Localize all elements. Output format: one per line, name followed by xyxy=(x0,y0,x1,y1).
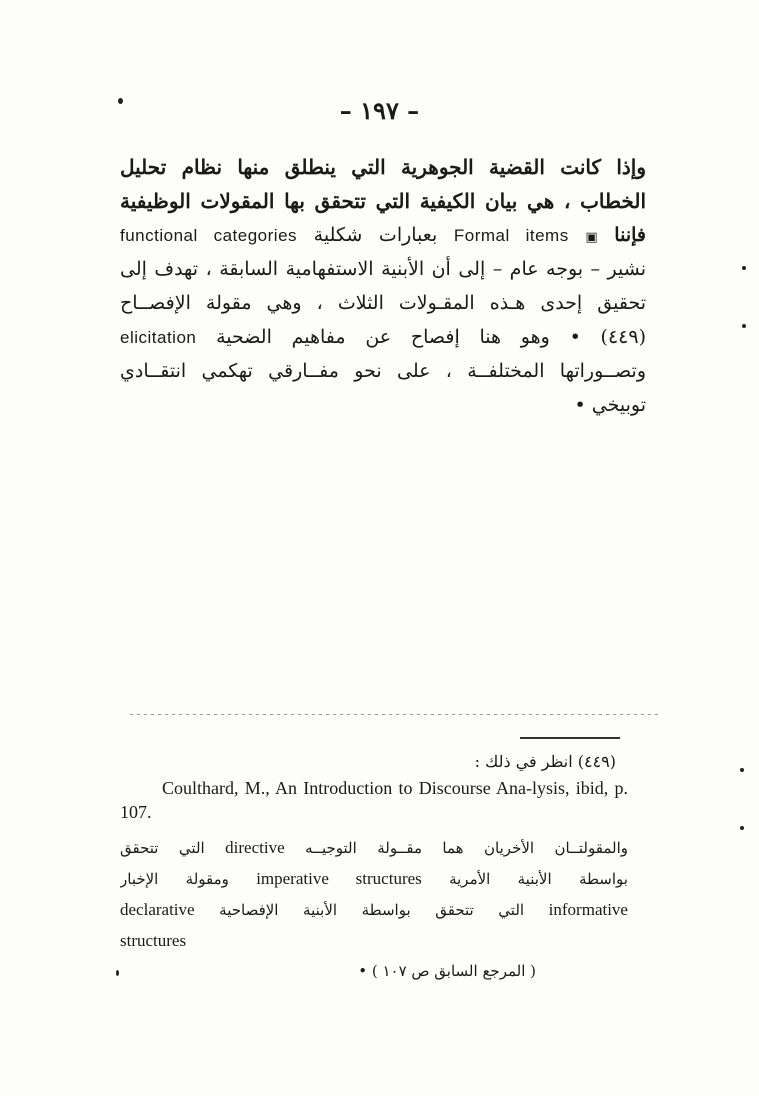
footnote-text: التي تتحقق بواسطة الأبنية الإفصاحية xyxy=(219,901,525,919)
english-term: declarative xyxy=(120,900,195,919)
body-text: بعبارات شكلية xyxy=(313,224,438,246)
english-term: imperative structures xyxy=(256,869,422,888)
main-paragraph xyxy=(120,150,646,422)
footnote-rule xyxy=(520,737,620,739)
body-line: وإذا كانت القضية الجوهرية التي ينطلق منها نظام تحليل xyxy=(120,155,646,179)
scan-speck xyxy=(740,826,744,830)
footnote-line xyxy=(120,894,628,925)
footnote-text: والمقولتــان الأخريان هما مقــولة التوجيــه xyxy=(305,839,628,857)
square-bullet-icon: ▣ xyxy=(585,230,598,245)
footnote-line xyxy=(120,863,628,894)
body-line: توبيخي • xyxy=(574,394,646,416)
english-term: structures xyxy=(120,931,187,950)
footnote-citation xyxy=(120,776,628,824)
body-line: وتصــوراتها المختلفــة ، على نحو مفــارقي تهكمي انتقــادي xyxy=(120,360,646,382)
citation-text: Coulthard, M., An Introduction to Discourse Ana-lysis, ibid, p. 107. xyxy=(120,778,628,822)
body-line: تحقيق إحدى هـذه المقـولات الثلاث ، وهي مقولة الإفصــاح xyxy=(120,292,646,314)
footnote-line xyxy=(120,925,628,956)
english-term: informative xyxy=(548,900,628,919)
footnotes xyxy=(120,748,628,986)
body-text: فإننا xyxy=(614,224,646,246)
english-term: elicitation xyxy=(120,328,197,347)
footnote-source: ( المرجع السابق ص ١٠٧ ) • xyxy=(358,962,536,980)
scan-speck xyxy=(742,266,746,270)
footnote-reference: (٤٤٩) انظر في ذلك : xyxy=(474,752,616,771)
english-term: Formal items xyxy=(453,226,569,245)
scan-speck xyxy=(742,324,746,328)
footnote-text: ومقولة الإخبار xyxy=(120,870,229,888)
page-number: – ١٩٧ – xyxy=(339,96,420,125)
body-line: الخطاب ، هي بيان الكيفية التي تتحقق بها المقولات الوظيفية xyxy=(120,189,646,213)
scan-speck xyxy=(116,970,119,976)
footnote-divider xyxy=(130,714,658,715)
footnote-text: بواسطة الأبنية الأمرية xyxy=(449,870,628,888)
english-term: directive xyxy=(225,838,285,857)
body-line xyxy=(120,320,646,354)
scan-speck xyxy=(740,768,744,772)
footnote-text: التي تتحقق xyxy=(120,839,205,857)
body-line: نشير – بوجه عام – إلى أن الأبنية الاستفهامية السابقة ، تهدف إلى xyxy=(120,258,646,280)
body-text: (٤٤٩) • وهو هنا إفصاح عن مفاهيم الضحية xyxy=(216,326,646,348)
footnote-line xyxy=(120,832,628,863)
body-line xyxy=(120,218,646,252)
english-term: functional categories xyxy=(120,226,298,245)
